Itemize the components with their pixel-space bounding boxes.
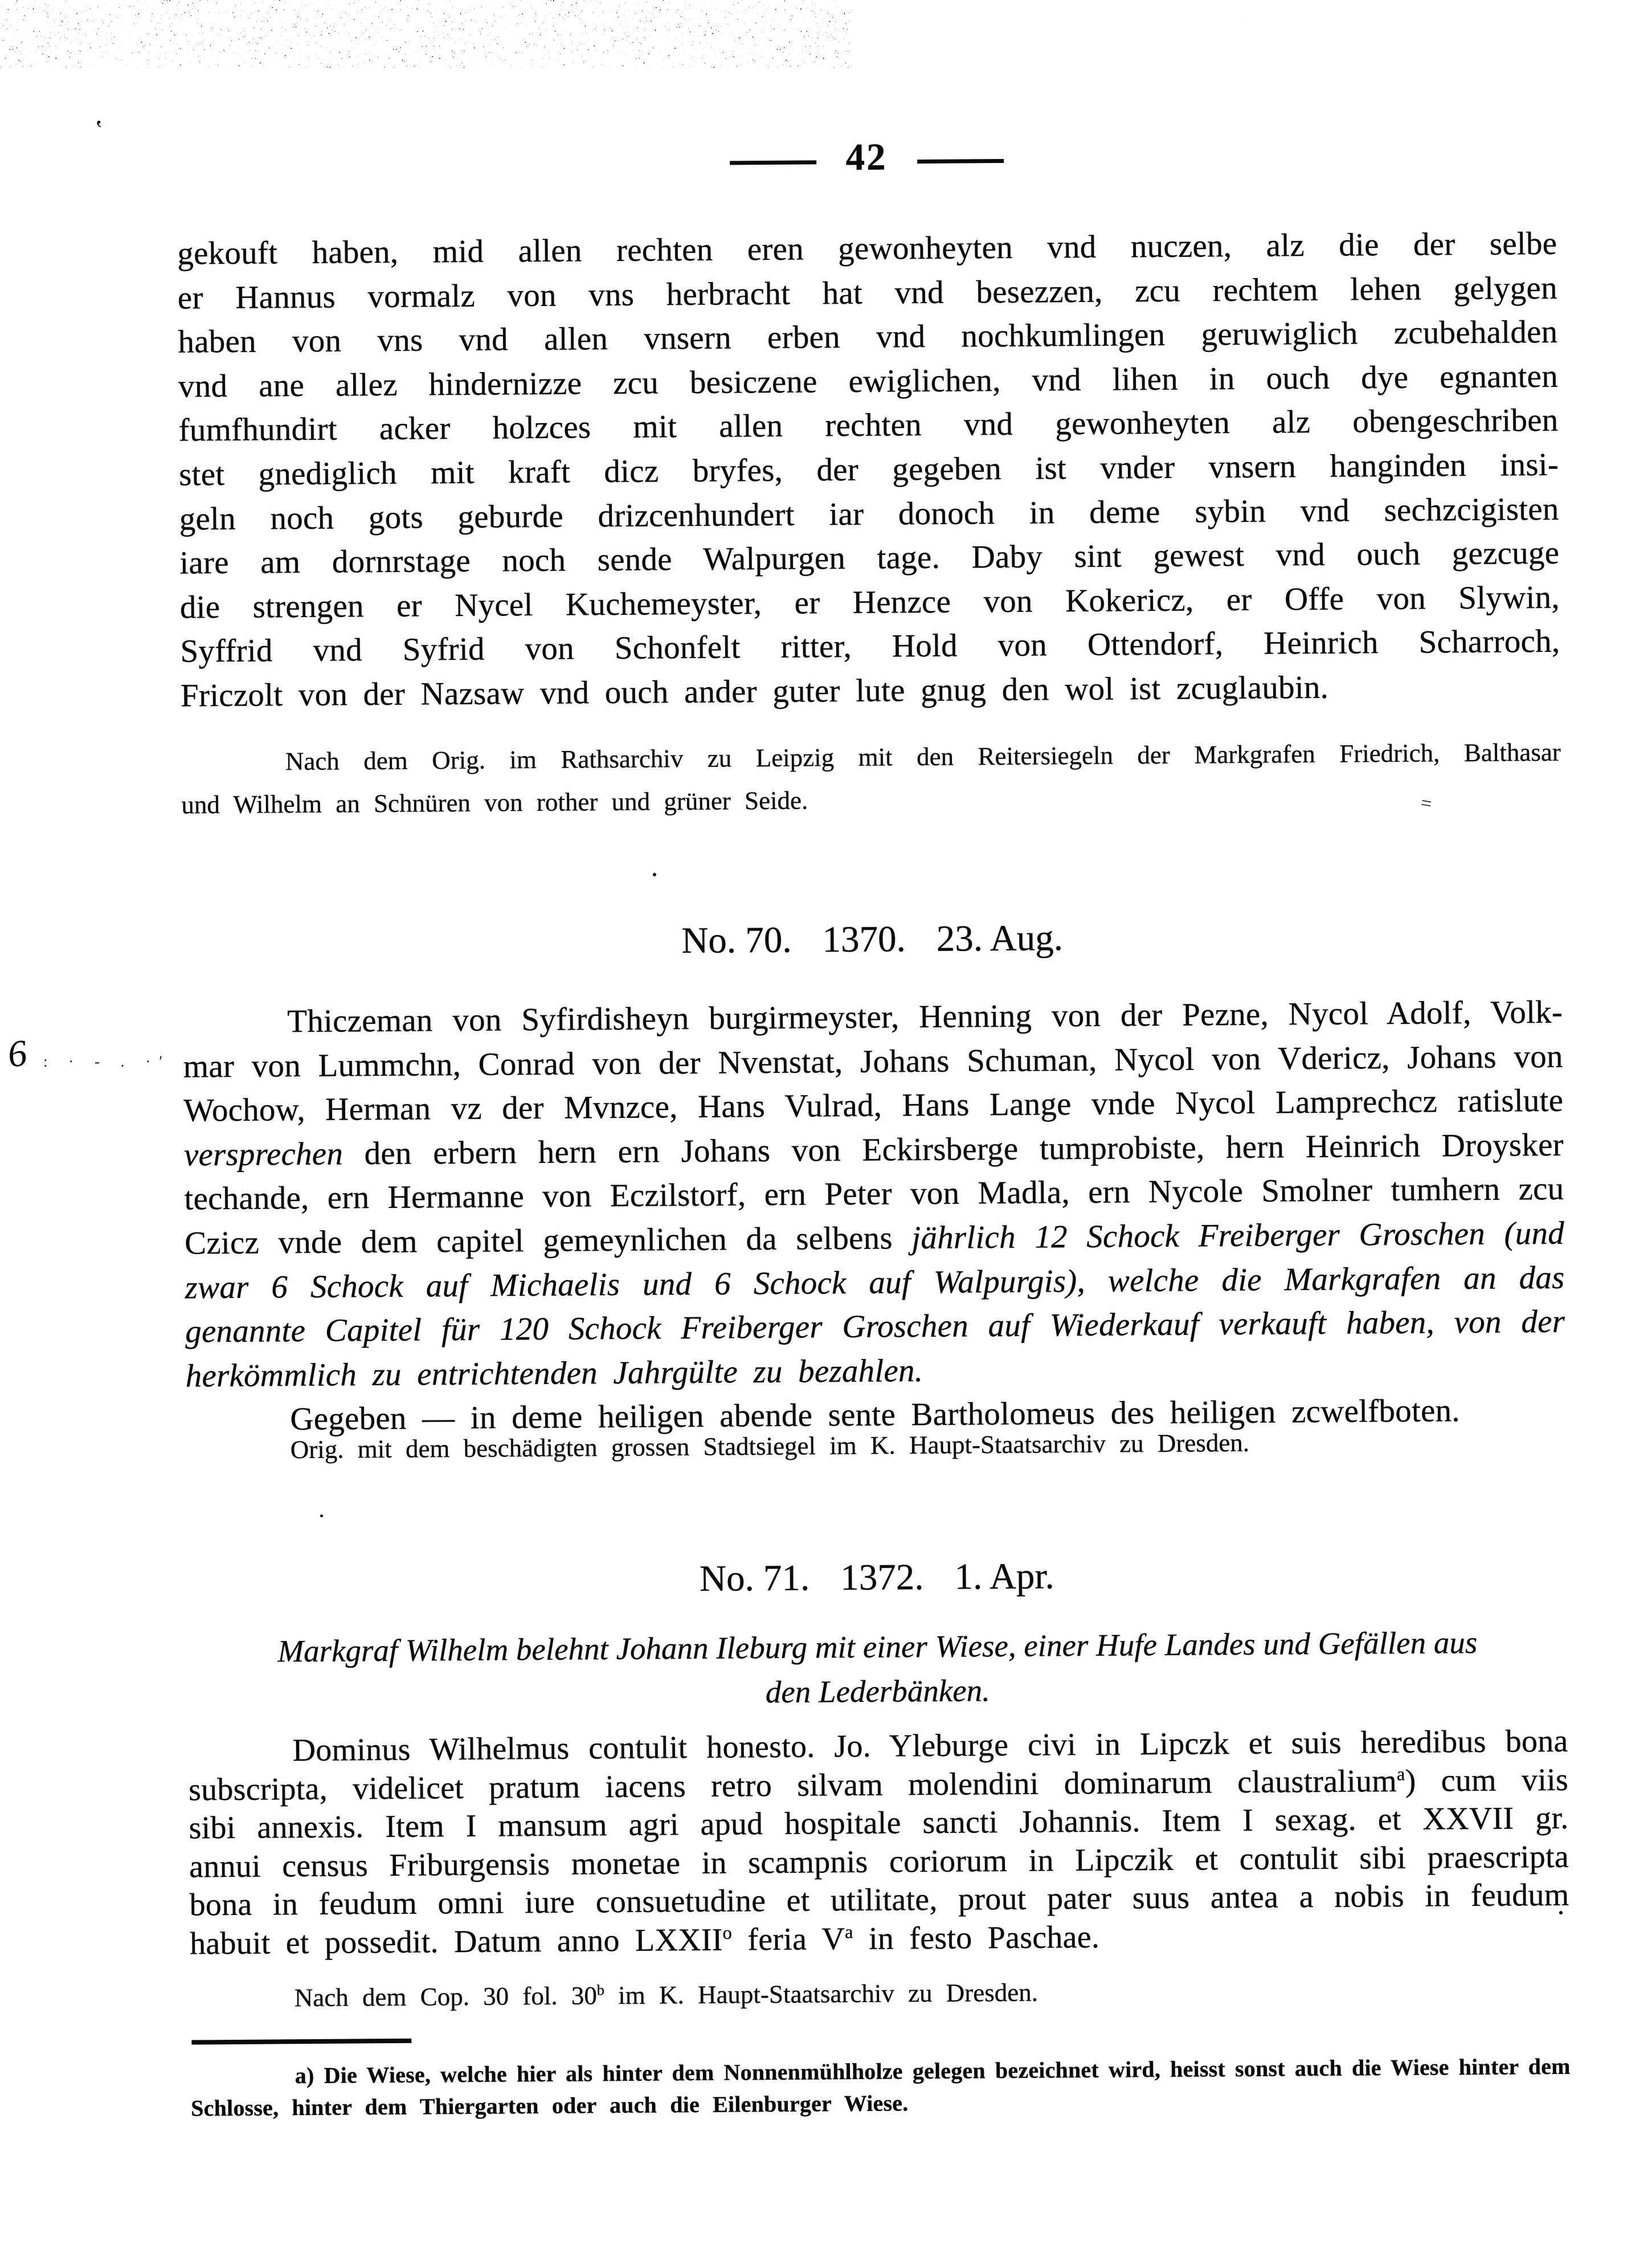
text-line: die strengen er Nycel Kuchemeyster, er Henzce von Kokericz, er Offe von Slywin,: [179, 579, 1560, 626]
text-segment: Czicz vnde dem capitel gemeynlichen da selbens: [184, 1220, 912, 1261]
italic-segment: genannte Capitel für 120 Schock Freiberger Groschen auf Wiederkauf verkauft haben, von der: [185, 1303, 1565, 1350]
text-line: Gegeben — in deme heiligen abende sente Bartholomeus des heiligen zcwelfboten.: [290, 1393, 1461, 1438]
text-line: geln noch gots geburde drizcenhundert iar donoch in deme sybin vnd sechzcigisten: [179, 491, 1559, 537]
text-line: Syffrid vnd Syfrid von Schonfelt ritter, Hold von Ottendorf, Heinrich Scharroch,: [180, 623, 1560, 669]
entry-69-paragraph: [177, 222, 1560, 718]
entry-year: 1372.: [840, 1557, 924, 1599]
text-line: iare am dornrstage noch sende Walpurgen tage. Daby sint gewest vnd ouch gezcuge: [179, 535, 1560, 581]
entry-71-heading: [187, 1551, 1567, 1604]
entry-71-source-note: [190, 1967, 1570, 2020]
entry-year: 1370.: [822, 918, 906, 961]
entry-date: 1. Apr.: [954, 1555, 1054, 1598]
page-number: 42: [845, 136, 888, 179]
pencil-margin-marks: : · - . ·′: [43, 1053, 171, 1070]
text-line: haben von vns vnd allen vnsern erben vnd nochkumlingen geruwiglich zcubehalden: [178, 314, 1558, 360]
superscript: a: [844, 1921, 853, 1942]
text-segment: subscripta, videlicet pratum iacens retro silvam molendini dominarum claustralium: [188, 1763, 1397, 1808]
text-segment: ) cum viis: [1405, 1762, 1569, 1799]
entry-70-heading: [182, 913, 1562, 966]
superscript: o: [722, 1922, 733, 1943]
text-segment: Wochow, Herman vz der Mvnzce, Hans Vulrad, Hans Lange vnde Nycol Lamprechcz ratislute: [183, 1083, 1564, 1129]
text-segment: bona in feudum omni iure consuetudine et utilitate, prout pater suus antea a nobis in feudum: [189, 1877, 1569, 1923]
entry-69-source-note: [181, 731, 1561, 827]
source-note-line: und Wilhelm an Schnüren von rother und grüner Seide.: [181, 786, 808, 819]
text-segment: Dominus Wilhelmus contulit honesto. Jo. Yleburge civi in Lipczk et suis heredibus bona: [292, 1723, 1568, 1769]
footnote-reference: a: [1396, 1763, 1405, 1785]
pencil-margin-numeral: 6: [5, 1032, 30, 1076]
footnote-line: a) Die Wiese, welche hier als hinter dem Nonnenmühlholze gelegen bezeichnet wird, heisst sonst auch die Wiese hinter dem: [295, 2053, 1571, 2089]
superscript: b: [596, 1982, 605, 1999]
entry-70-paragraph: [183, 990, 1566, 1443]
entry-71-paragraph: [188, 1722, 1569, 1963]
text-line: fumfhundirt acker holzces mit allen rechten vnd gewonheyten alz obengeschriben: [178, 402, 1559, 448]
entry-date: 23. Aug.: [936, 917, 1064, 959]
text-segment: Nach dem Cop. 30 fol. 30: [294, 1981, 598, 2012]
text-segment: feria V: [731, 1921, 845, 1958]
summary-line: den Lederbänken.: [765, 1673, 991, 1710]
footnote-separator: [191, 2039, 411, 2045]
italic-segment: jährlich 12 Schock Freiberger Groschen (und: [911, 1215, 1565, 1256]
text-segment: Thiczeman von Syfirdisheyn burgirmeyster, Henning von der Pezne, Nycol Adolf, Volk-: [287, 994, 1563, 1040]
text-segment: mar von Lummchn, Conrad von der Nvenstat, Johans Schuman, Nycol von Vdericz, Johans von: [183, 1038, 1563, 1085]
italic-segment: versprechen: [183, 1136, 344, 1173]
entry-70-source-note: Orig. mit dem beschädigten grossen Stadtsiegel im K. Haupt-Staatsarchiv zu Dresden.: [290, 1428, 1250, 1464]
entry-number: No. 70.: [681, 919, 792, 962]
text-segment: im K. Haupt-Staatsarchiv zu Dresden.: [604, 1978, 1038, 2010]
page-header: [177, 130, 1556, 185]
source-note-line: Nach dem Orig. im Rathsarchiv zu Leipzig mit den Reitersiegeln der Markgrafen Friedrich, Balthasar: [285, 737, 1561, 776]
text-line: vnd ane allez hindernizze zcu besiczene ewiglichen, vnd lihen in ouch dye egnanten: [178, 358, 1559, 405]
footnote: [191, 2051, 1571, 2125]
scan-mark-tick: ‛: [95, 115, 104, 144]
text-segment: techande, ern Hermanne von Eczilstorf, ern Peter von Madla, ern Nycole Smolner tumhern zcu: [184, 1171, 1564, 1217]
italic-segment: herkömmlich zu entrichtenden Jahrgülte zu bezahlen.: [185, 1352, 923, 1394]
text-line: stet gnediglich mit kraft dicz bryfes, der gegeben ist vnder vnsern hanginden insi-: [178, 446, 1559, 493]
entry-71-summary: [187, 1620, 1568, 1719]
text-line: gekouft haben, mid allen rechten eren gewonheyten vnd nuczen, alz die der selbe: [177, 225, 1557, 272]
summary-line: Markgraf Wilhelm belehnt Johann Ileburg mit einer Wiese, einer Hufe Landes und Gefällen aus: [277, 1624, 1478, 1669]
footnote-line: Schlosse, hinter dem Thiergarten oder auch die Eilenburger Wiese.: [191, 2090, 909, 2121]
page-number-right-rule: [917, 159, 1004, 164]
text-line: er Hannus vormalz von vns herbracht hat vnd besezzen, zcu rechtem lehen gelygen: [177, 270, 1558, 316]
scan-mark-dash: =: [1419, 792, 1434, 815]
text-segment: in festo Paschae.: [853, 1919, 1100, 1957]
text-segment: den erbern hern ern Johans von Eckirsberge tumprobiste, hern Heinrich Droysker: [342, 1126, 1564, 1172]
text-line: Friczolt von der Nazsaw vnd ouch ander guter lute gnug den wol ist zcuglaubin.: [180, 669, 1329, 714]
text-segment: habuit et possedit. Datum anno LXXII: [189, 1922, 723, 1962]
page-number-left-rule: [730, 160, 816, 165]
italic-segment: zwar 6 Schock auf Michaelis und 6 Schock auf Walpurgis), welche die Markgrafen an das: [185, 1259, 1565, 1306]
text-segment: sibi annexis. Item I mansum agri apud hospitale sancti Johannis. Item I sexag. et XXVII gr.: [189, 1800, 1569, 1846]
entry-number: No. 71.: [699, 1557, 810, 1599]
text-segment: annui census Friburgensis monetae in scampnis coriorum in Lipczik et contulit sibi praescripta: [189, 1839, 1569, 1885]
print-area: [175, 0, 1572, 2258]
